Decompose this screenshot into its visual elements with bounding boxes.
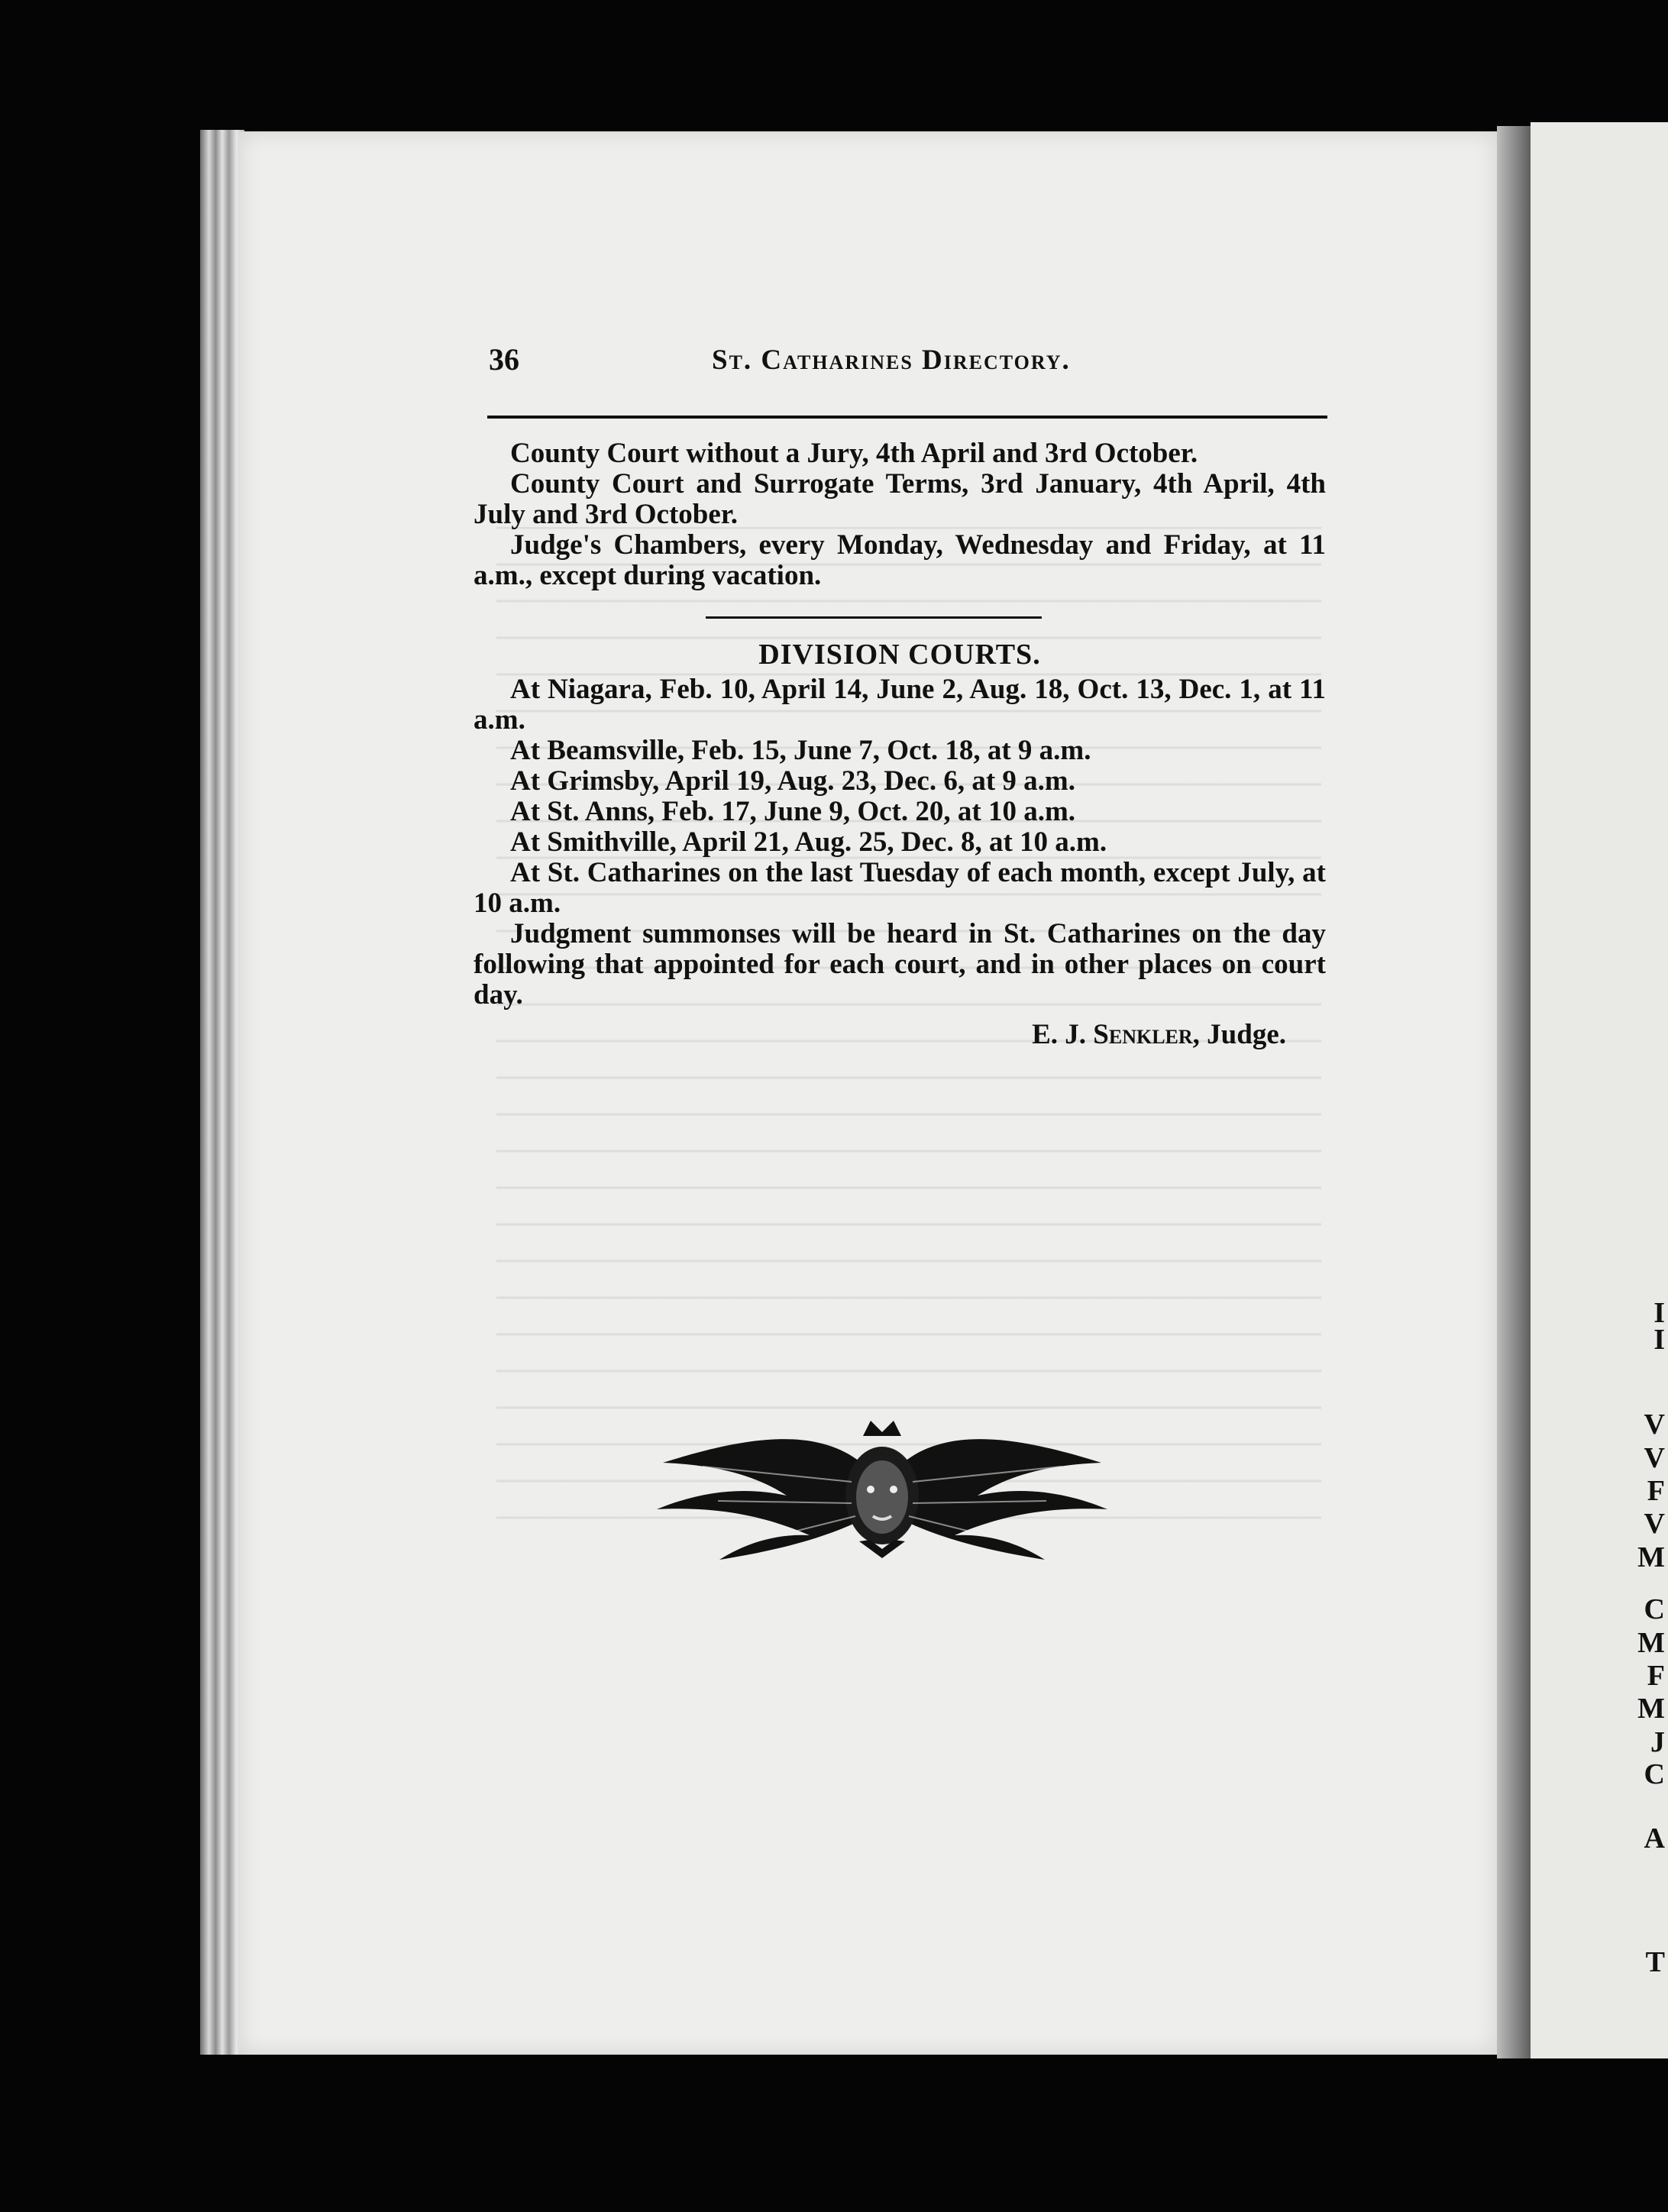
facing-page-letter: F: [1647, 1660, 1665, 1692]
facing-page-letter: M: [1637, 1627, 1665, 1659]
facing-page-letter: I: [1653, 1324, 1665, 1356]
division-court-entry: At St. Catharines on the last Tuesday of each month, except July, at 10 a.m.: [474, 857, 1326, 919]
page-number: 36: [489, 342, 519, 377]
facing-page-letter: J: [1650, 1726, 1665, 1758]
facing-page-letter: V: [1644, 1508, 1665, 1540]
division-court-entry: At Smithville, April 21, Aug. 25, Dec. 8, at 10 a.m.: [510, 826, 1107, 858]
facing-page-letter: T: [1645, 1946, 1665, 1978]
winged-cherub-icon: [657, 1405, 1107, 1573]
division-court-entry: At Beamsville, Feb. 15, June 7, Oct. 18, at 9 a.m.: [510, 735, 1091, 766]
facing-page-letter: M: [1637, 1541, 1665, 1573]
facing-page-letter: A: [1644, 1822, 1665, 1855]
facing-page-letter: C: [1644, 1593, 1665, 1625]
division-court-entry: At Niagara, Feb. 10, April 14, June 2, Aug. 18, Oct. 13, Dec. 1, at 11 a.m.: [474, 674, 1326, 736]
county-court-line: Judge's Chambers, every Monday, Wednesday and Friday, at 11 a.m., except during vacation.: [474, 529, 1326, 591]
facing-page-letter: F: [1647, 1475, 1665, 1507]
facing-page-fragment: [1531, 122, 1668, 2058]
facing-page-letter: V: [1644, 1442, 1665, 1474]
book-gutter: [1497, 126, 1531, 2058]
judgment-note: Judgment summonses will be heard in St. Catharines on the day following that appointed for each court, and in other places on court day.: [474, 918, 1326, 1011]
section-divider: [706, 616, 1042, 619]
running-title: St. Catharines Directory.: [712, 344, 1071, 376]
page-header: [489, 341, 1327, 381]
division-court-entry: At St. Anns, Feb. 17, June 9, Oct. 20, at 10 a.m.: [510, 796, 1076, 827]
county-court-line: County Court and Surrogate Terms, 3rd January, 4th April, 4th July and 3rd October.: [474, 468, 1326, 530]
division-court-entry: At Grimsby, April 19, Aug. 23, Dec. 6, at 9 a.m.: [510, 765, 1075, 797]
facing-page-letter: V: [1644, 1408, 1665, 1441]
judge-title: , Judge.: [1192, 1019, 1286, 1050]
county-court-line: County Court without a Jury, 4th April and 3rd October.: [510, 438, 1198, 469]
facing-page-letter: I: [1653, 1297, 1665, 1329]
page-body: [474, 438, 1326, 1050]
section-title: DIVISION COURTS.: [758, 639, 1041, 671]
facing-page-letter: C: [1644, 1758, 1665, 1790]
facing-page-letter: M: [1637, 1693, 1665, 1725]
header-divider: [487, 416, 1327, 419]
signature: [474, 1020, 1326, 1050]
judge-name: E. J. Senkler: [1032, 1019, 1193, 1050]
